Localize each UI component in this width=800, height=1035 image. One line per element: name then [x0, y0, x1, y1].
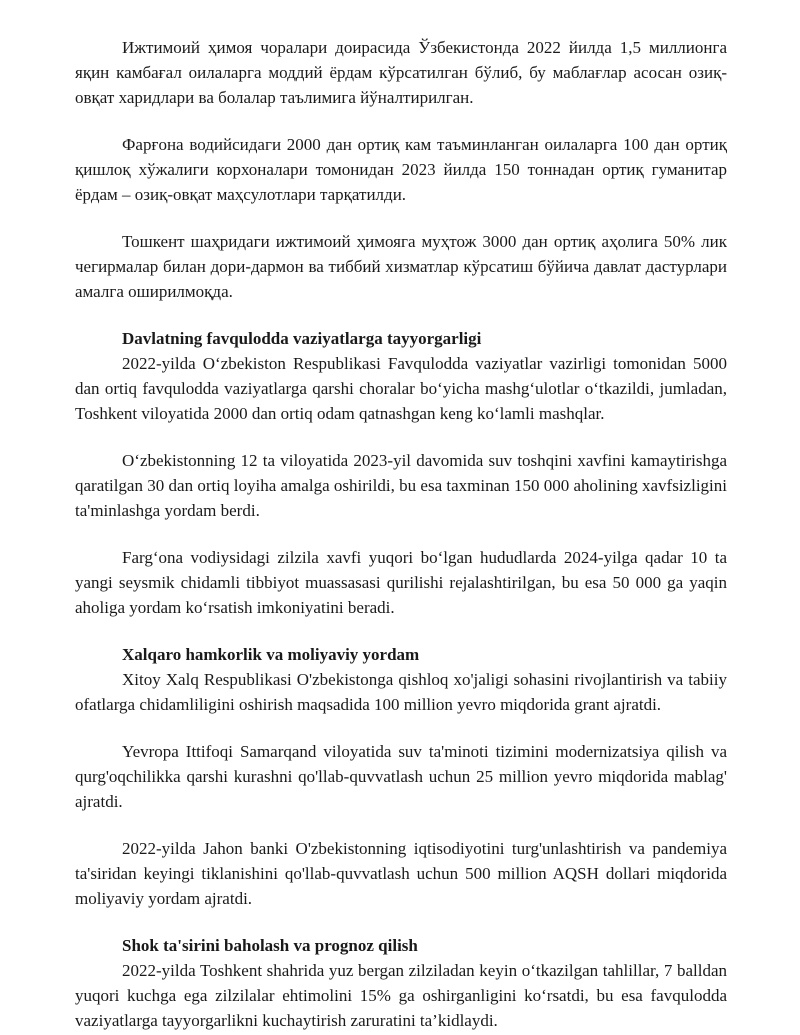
intro-paragraph-3: Тошкент шаҳридаги ижтимоий ҳимояга муҳтож 3000 дан ортиқ аҳолига 50% лик чегирмалар билан дори-дармон ва тиббий хизматлар кўрсатиш бўйича давлат дастурлари амалга оширилмоқда.: [75, 232, 727, 301]
section-paragraph: Yevropa Ittifoqi Samarqand viloyatida suv ta'minoti tizimini modernizatsiya qilish va qurg'oqchilikka qarshi kurashni qo'llab-quvvatlash uchun 25 million yevro miqdorida mablag' ajratdi.: [75, 742, 727, 811]
section-paragraph: 2022-yilda Jahon banki O'zbekistonning iqtisodiyotini turg'unlashtirish va pandemiya ta'siridan keyingi tiklanishini qo'llab-quvvatlash uchun 500 million AQSH dollari miqdorida moliyaviy yordam ajratdi.: [75, 839, 727, 908]
section-shock-assessment: [75, 933, 727, 1033]
document-page: [75, 35, 727, 1033]
section-emergency-preparedness: [75, 326, 727, 620]
section-international-cooperation: [75, 642, 727, 911]
section-heading: Davlatning favqulodda vaziyatlarga tayyorgarligi: [122, 329, 482, 348]
section-paragraph: 2022-yilda Toshkent shahrida yuz bergan zilziladan keyin o‘tkazilgan tahlillar, 7 balldan yuqori kuchga ega zilzilalar ehtimolini 15% ga oshirganligini ko‘rsatdi, bu esa favqulodda vaziyatlarga tayyorgarlikni kuchaytirish zaruratini ta’kidlaydi.: [75, 961, 727, 1030]
section-heading: Xalqaro hamkorlik va moliyaviy yordam: [122, 645, 420, 664]
section-paragraph: Farg‘ona vodiysidagi zilzila xavfi yuqori bo‘lgan hududlarda 2024-yilga qadar 10 ta yangi seysmik chidamli tibbiyot muassasasi qurilishi rejalashtirilgan, bu esa 50 000 ga yaqin aholiga yordam ko‘rsatish imkoniyatini beradi.: [75, 548, 727, 617]
intro-paragraph-2: Фарғона водийсидаги 2000 дан ортиқ кам таъминланган оилаларга 100 дан ортиқ қишлоқ хўжалиги корхоналари томонидан 2023 йилда 150 тоннадан ортиқ гуманитар ёрдам – озиқ-овқат маҳсулотлари тарқатилди.: [75, 135, 727, 204]
section-paragraph: O‘zbekistonning 12 ta viloyatida 2023-yil davomida suv toshqini xavfini kamaytirishga qaratilgan 30 dan ortiq loyiha amalga oshirildi, bu esa taxminan 150 000 aholining xavfsizligini ta'minlashga yordam berdi.: [75, 451, 727, 520]
section-paragraph: Xitoy Xalq Respublikasi O'zbekistonga qishloq xo'jaligi sohasini rivojlantirish va tabiiy ofatlarga chidamliligini oshirish maqsadida 100 million yevro miqdorida grant ajratdi.: [75, 670, 727, 714]
intro-paragraph-1: Ижтимоий ҳимоя чоралари доирасида Ўзбекистонда 2022 йилда 1,5 миллионга яқин камбағал оилаларга моддий ёрдам кўрсатилган бўлиб, бу маблағлар асосан озиқ-овқат харидлари ва болалар таълимига йўналтирилган.: [75, 38, 727, 107]
section-paragraph: 2022-yilda O‘zbekiston Respublikasi Favqulodda vaziyatlar vazirligi tomonidan 5000 dan ortiq favqulodda vaziyatlarga qarshi choralar bo‘yicha mashg‘ulotlar o‘tkazildi, jumladan, Toshkent viloyatida 2000 dan ortiq odam qatnashgan keng ko‘lamli mashqlar.: [75, 354, 727, 423]
section-heading: Shok ta'sirini baholash va prognoz qilish: [122, 936, 418, 955]
